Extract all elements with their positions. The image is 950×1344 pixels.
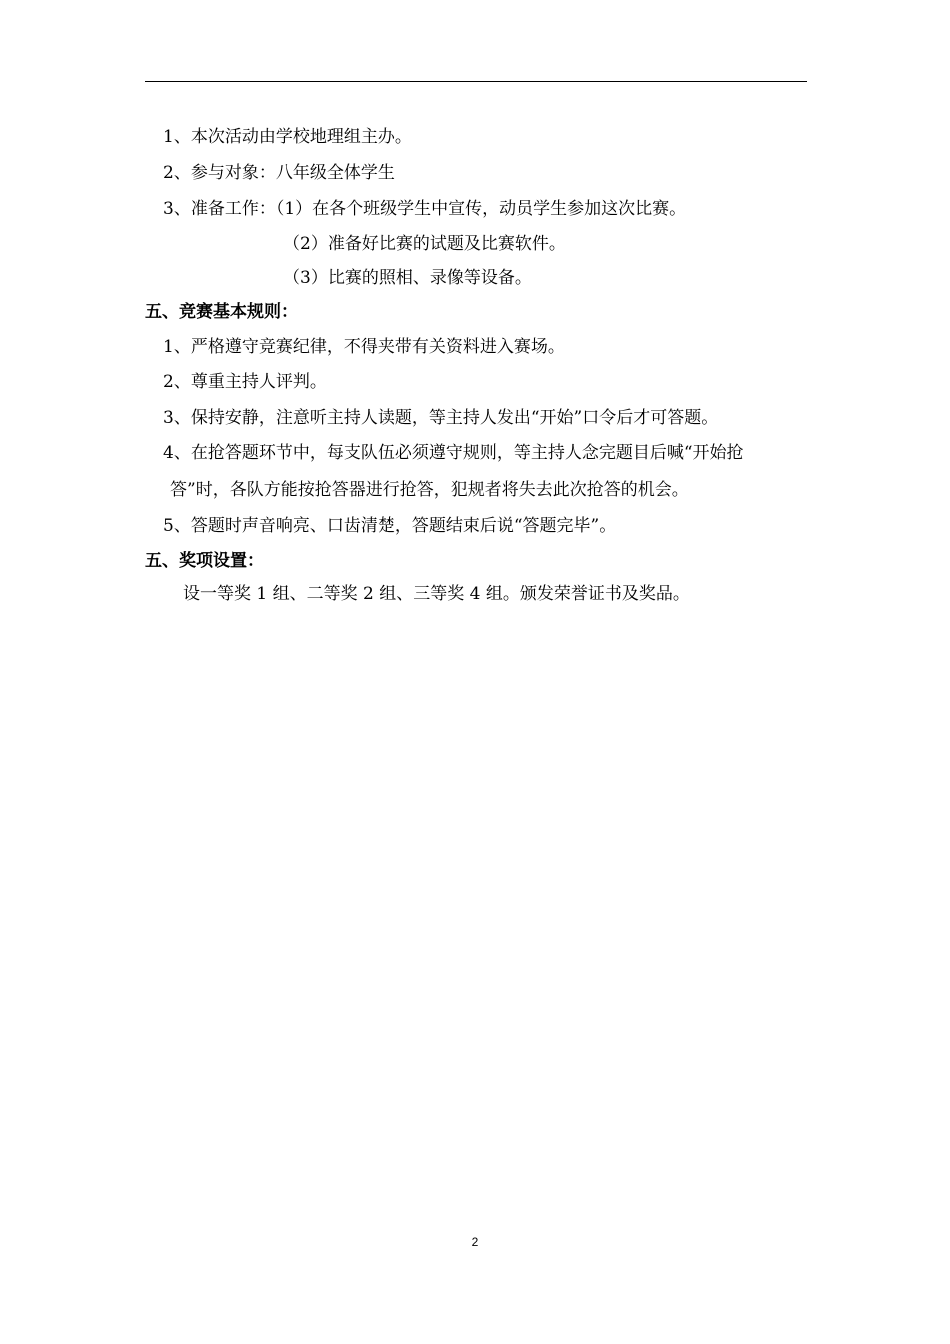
rule-2: 2、尊重主持人评判。 — [163, 372, 327, 392]
rule-1: 1、严格遵守竞赛纪律，不得夹带有关资料进入赛场。 — [163, 337, 565, 357]
org-item-1: 1、本次活动由学校地理组主办。 — [163, 127, 412, 147]
org-item-2: 2、参与对象：八年级全体学生 — [163, 163, 395, 183]
org-item-3-sub-2: （2）准备好比赛的试题及比赛软件。 — [283, 234, 566, 254]
rule-4-line-1: 4、在抢答题环节中，每支队伍必须遵守规则，等主持人念完题目后喊“开始抢 — [163, 443, 744, 463]
awards-text: 设一等奖 1 组、二等奖 2 组、三等奖 4 组。颁发荣誉证书及奖品。 — [183, 584, 690, 604]
org-item-3-sub-3: （3）比赛的照相、录像等设备。 — [283, 268, 532, 288]
awards-heading: 五、奖项设置： — [145, 551, 264, 571]
rule-4-line-2: 答”时，各队方能按抢答器进行抢答，犯规者将失去此次抢答的机会。 — [170, 480, 689, 500]
rule-3: 3、保持安静，注意听主持人读题，等主持人发出“开始”口令后才可答题。 — [163, 408, 719, 428]
org-item-3: 3、准备工作：（1）在各个班级学生中宣传，动员学生参加这次比赛。 — [163, 199, 687, 219]
rules-heading: 五、竞赛基本规则： — [145, 302, 298, 322]
header-rule — [145, 81, 807, 82]
rule-5: 5、答题时声音响亮、口齿清楚，答题结束后说“答题完毕”。 — [163, 516, 617, 536]
page-number: 2 — [471, 1235, 479, 1249]
